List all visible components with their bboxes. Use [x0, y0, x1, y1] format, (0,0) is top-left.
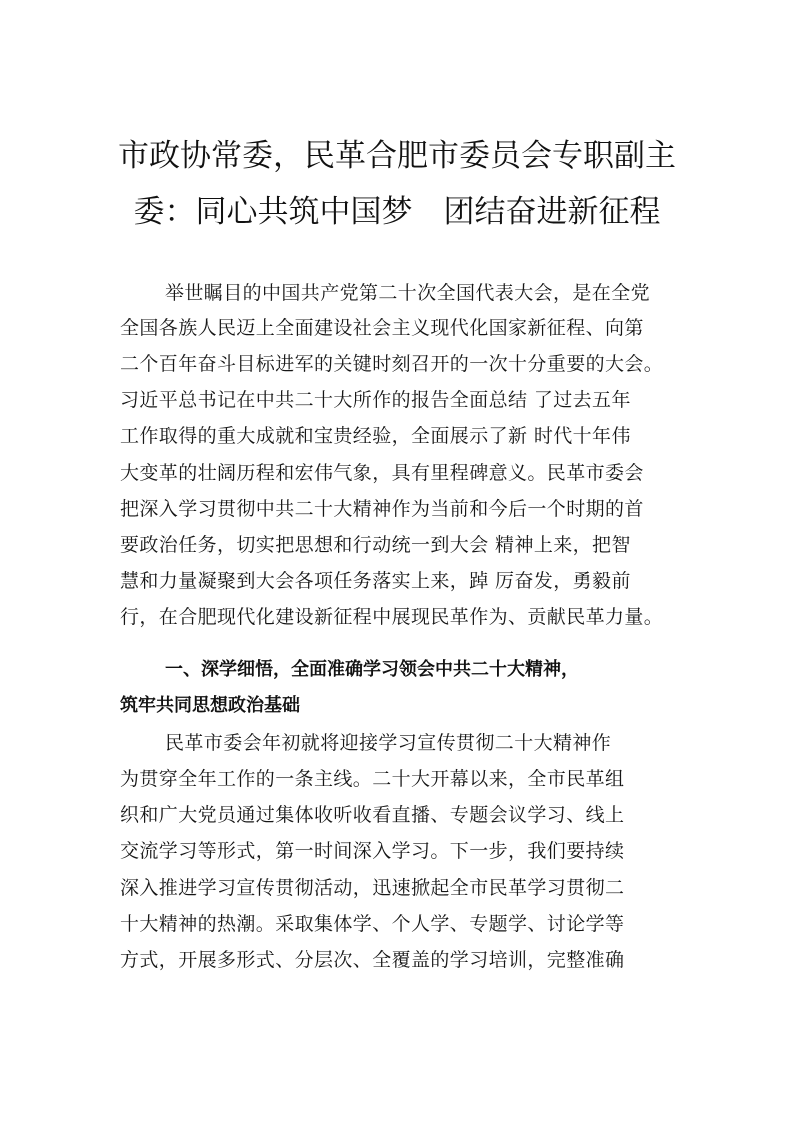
- paragraph-line: 举世瞩目的中国共产党第二十次全国代表大会，是在全党: [165, 282, 651, 304]
- paragraph-line: 大变革的壮阔历程和宏伟气象，具有里程碑意义。民革市委会: [120, 462, 644, 484]
- paragraph-line: 二个百年奋斗目标进军的关键时刻召开的一次十分重要的大会。: [120, 353, 664, 375]
- paragraph-line: 把深入学习贯彻中共二十大精神作为当前和今后一个时期的首: [120, 498, 644, 520]
- section-heading-line: 筑牢共同思想政治基础: [120, 695, 300, 716]
- paragraph-line: 习近平总书记在中共二十大所作的报告全面总结 了过去五年: [120, 389, 631, 411]
- paragraph-line: 行，在合肥现代化建设新征程中展现民革作为、贡献民革力量。: [120, 606, 664, 628]
- paragraph-line: 交流学习等形式，第一时间深入学习。下一步，我们要持续: [120, 840, 625, 862]
- paragraph-line: 方式，开展多形式、分层次、全覆盖的学习培训，完整准确: [120, 949, 625, 971]
- paragraph-line: 慧和力量凝聚到大会各项任务落实上来，踔 厉奋发，勇毅前: [120, 570, 631, 592]
- paragraph-line: 工作取得的重大成就和宝贵经验，全面展示了新 时代十年伟: [120, 425, 631, 447]
- paragraph-line: 十大精神的热潮。采取集体学、个人学、专题学、讨论学等: [120, 913, 625, 935]
- paragraph-line: 织和广大党员通过集体收听收看直播、专题会议学习、线上: [120, 804, 625, 826]
- document-title-line-1: 市政协常委，民革合肥市委员会专职副主: [118, 138, 676, 174]
- section-heading-line: 一、深学细悟，全面准确学习领会中共二十大精神，: [165, 659, 579, 680]
- document-title-line-2: 委：同心共筑中国梦 团结奋进新征程: [133, 194, 661, 230]
- paragraph-line: 为贯穿全年工作的一条主线。二十大开幕以来，全市民革组: [120, 768, 625, 790]
- paragraph-line: 全国各族人民迈上全面建设社会主义现代化国家新征程、向第: [120, 317, 644, 339]
- paragraph-line: 要政治任务，切实把思想和行动统一到大会 精神上来，把智: [120, 534, 631, 556]
- paragraph-line: 深入推进学习宣传贯彻活动，迅速掀起全市民革学习贯彻二: [120, 877, 625, 899]
- paragraph-line: 民革市委会年初就将迎接学习宣传贯彻二十大精神作: [165, 732, 612, 754]
